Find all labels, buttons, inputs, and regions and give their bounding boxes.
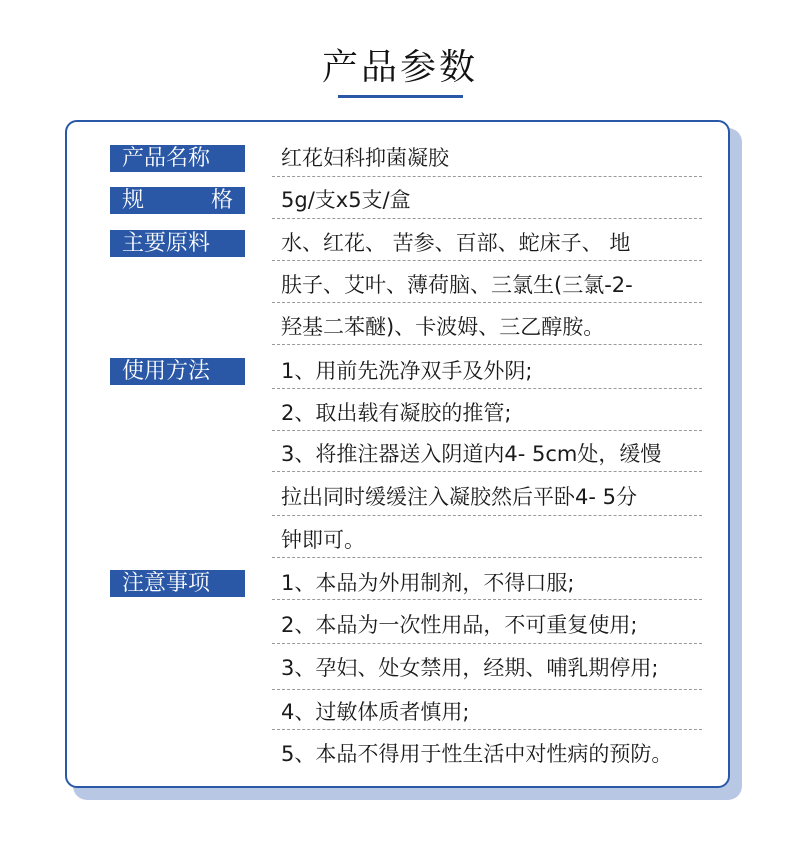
usage-line: 拉出同时缓缓注入凝胶然后平卧4- 5分 (281, 485, 637, 509)
divider (272, 729, 702, 730)
divider (272, 218, 702, 219)
divider (272, 388, 702, 389)
divider (272, 260, 702, 261)
page-title: 产品参数 (321, 47, 478, 88)
ingredients-line: 肤子、艾叶、薄荷脑、三氯生(三氯-2- (281, 273, 633, 297)
label-text: 产品名称 (122, 146, 211, 171)
divider (272, 557, 702, 558)
product-name-value: 红花妇科抑菌凝胶 (281, 146, 449, 170)
notes-line: 3、孕妇、处女禁用，经期、哺乳期停用; (281, 656, 659, 680)
divider (272, 599, 702, 600)
label-text: 主要原料 (122, 231, 211, 256)
label-product-name (110, 145, 245, 172)
divider (272, 302, 702, 303)
divider (272, 430, 702, 431)
notes-line: 1、本品为外用制剂，不得口服; (281, 571, 575, 595)
usage-line: 2、取出载有凝胶的推管; (281, 401, 512, 425)
label-text: 使用方法 (122, 359, 211, 384)
notes-line: 4、过敏体质者慎用; (281, 700, 470, 724)
notes-line: 5、本品不得用于性生活中对性病的预防。 (281, 742, 673, 766)
notes-line: 2、本品为一次性用品，不可重复使用; (281, 613, 638, 637)
label-text-part: 格 (210, 188, 233, 213)
spec-value: 5g/支x5支/盒 (281, 188, 411, 212)
divider (272, 689, 702, 690)
label-notes (110, 570, 245, 597)
usage-line: 3、将推注器送入阴道内4- 5cm处，缓慢 (281, 442, 662, 466)
ingredients-line: 羟基二苯醚)、卡波姆、三乙醇胺。 (281, 315, 605, 339)
divider (272, 176, 702, 177)
divider (272, 471, 702, 472)
label-usage (110, 358, 245, 385)
label-spec (110, 187, 245, 214)
divider (272, 344, 702, 345)
label-text: 注意事项 (122, 571, 211, 596)
ingredients-line: 水、红花、 苦参、百部、蛇床子、 地 (281, 231, 631, 255)
label-text-part: 规 (122, 188, 145, 213)
title-underline (338, 95, 463, 98)
label-ingredients (110, 230, 245, 257)
divider (272, 643, 702, 644)
divider (272, 515, 702, 516)
usage-line: 1、用前先洗净双手及外阴; (281, 359, 533, 383)
usage-line: 钟即可。 (281, 528, 365, 552)
